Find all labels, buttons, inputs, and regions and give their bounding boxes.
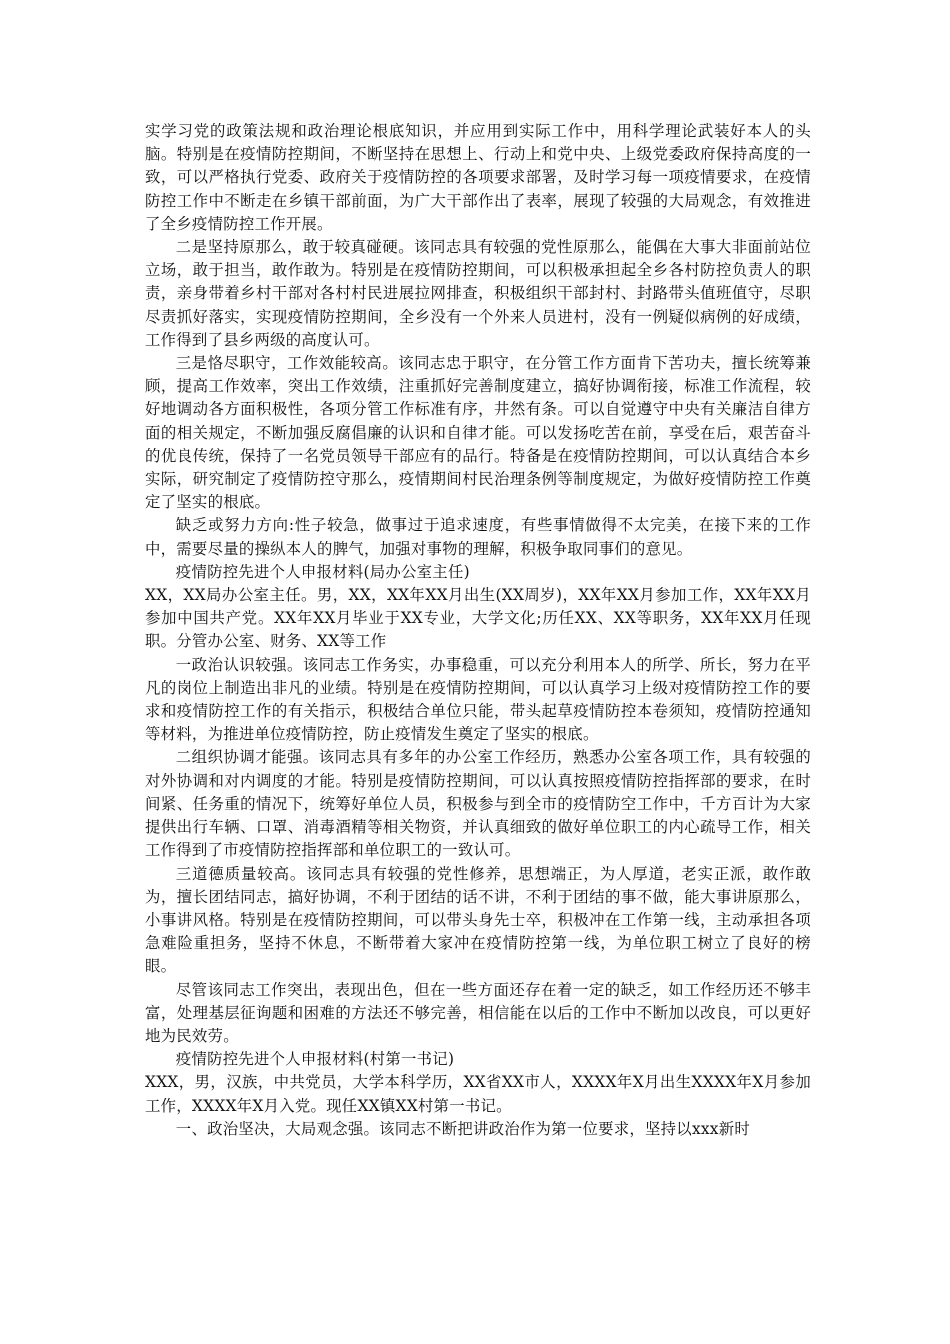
section-heading-village-secretary: 疫情防控先进个人申报材料(村第一书记)	[175, 1050, 455, 1069]
section-heading-office-director: 疫情防控先进个人申报材料(局办公室主任)	[175, 562, 470, 581]
paragraph-8: 三道德质量较高。该同志具有较强的党性修养，思想端正，为人厚道，老实正派，敢作敢为，擅长团结同志，搞好协调，不利于团结的话不讲，不利于团结的事不做，能大事讲原那么，小事讲风格。特别是在疫情防控期间，可以带头身先士卒，积极冲在工作第一线，主动承担各项急难险重担务，坚持不休息，不断带着大家冲在疫情防控第一线，为单位职工树立了良好的榜眼。	[145, 864, 811, 976]
paragraph-12: 一、政治坚决，大局观念强。该同志不断把讲政治作为第一位要求，坚持以xxx新时	[175, 1119, 751, 1138]
paragraph-0: 实学习党的政策法规和政治理论根底知识，并应用到实际工作中，用科学理论武装好本人的头脑。特别是在疫情防控期间，不断坚持在思想上、行动上和党中央、上级党委政府保持高度的一致，可以严格执行党委、政府关于疫情防控的各项要求部署，及时学习每一项疫情要求，在疫情防控工作中不断走在乡镇干部前面，为广大干部作出了表率，展现了较强的大局观念，有效推进了全乡疫情防控工作开展。	[145, 122, 811, 233]
paragraph-9: 尽管该同志工作突出，表现出色，但在一些方面还存在着一定的缺乏，如工作经历还不够丰富，处理基层征询题和困难的方法还不够完善，相信能在以后的工作中不断加以改良，可以更好地为民效劳。	[145, 980, 811, 1045]
paragraph-1: 二是坚持原那么，敢于较真碰硬。该同志具有较强的党性原那么，能偶在大事大非面前站位立场，敢于担当，敢作敢为。特别是在疫情防控期间，可以积极承担起全乡各村防控负责人的职责，亲身带着乡村干部对各村村民进展拉网排查，积极组织干部封村、封路带头值班值守，尽职尽责抓好落实，实现疫情防控期间，全乡没有一个外来人员进村，没有一例疑似病例的好成绩，工作得到了县乡两级的高度认可。	[145, 238, 811, 349]
paragraph-7: 二组织协调才能强。该同志具有多年的办公室工作经历，熟悉办公室各项工作，具有较强的对外协调和对内调度的才能。特别是疫情防控期间，可以认真按照疫情防控指挥部的要求，在时间紧、任务重的情况下，统筹好单位人员，积极参与到全市的疫情防空工作中，千方百计为大家提供出行车辆、口罩、消毒酒精等相关物资，并认真细致的做好单位职工的内心疏导工作，相关工作得到了市疫情防控指挥部和单位职工的一致认可。	[145, 748, 811, 860]
paragraph-3: 缺乏或努力方向:性子较急，做事过于追求速度，有些事情做得不太完美，在接下来的工作中，需要尽量的操纵本人的脾气，加强对事物的理解，积极争取同事们的意见。	[145, 516, 811, 558]
paragraph-11: XXX，男，汉族，中共党员，大学本科学历，XX省XX市人，XXXX年X月出生XXXX年X月参加工作，XXXX年X月入党。现任XX镇XX村第一书记。	[145, 1073, 811, 1115]
paragraph-2: 三是恪尽职守，工作效能较高。该同志忠于职守，在分管工作方面肯下苦功夫，擅长统筹兼顾，提高工作效率，突出工作效绩，注重抓好完善制度建立，搞好协调衔接，标准工作流程，较好地调动各方面积极性，各项分管工作标准有序，井然有条。可以自觉遵守中央有关廉洁自律方面的相关规定，不断加强反腐倡廉的认识和自律才能。可以发扬吃苦在前，享受在后，艰苦奋斗的优良传统，保持了一名党员领导干部应有的品行。特备是在疫情防控期间，可以认真结合本乡实际，研究制定了疫情防控守那么，疫情期间村民治理条例等制度规定，为做好疫情防控工作奠定了坚实的根底。	[145, 354, 811, 512]
paragraph-6: 一政治认识较强。该同志工作务实，办事稳重，可以充分利用本人的所学、所长，努力在平凡的岗位上制造出非凡的业绩。特别是在疫情防控期间，可以认真学习上级对疫情防控工作的要求和疫情防控工作的有关指示，积极结合单位只能，带头起草疫情防控本卷须知，疫情防控通知等材料，为推进单位疫情防控，防止疫情发生奠定了坚实的根底。	[145, 655, 811, 744]
paragraph-5: XX，XX局办公室主任。男，XX，XX年XX月出生(XX周岁)，XX年XX月参加工作，XX年XX月参加中国共产党。XX年XX月毕业于XX专业，大学文化;历任XX、XX等职务，XX年XX月任现职。分管办公室、财务、XX等工作	[145, 586, 811, 651]
document-body	[145, 120, 811, 1141]
